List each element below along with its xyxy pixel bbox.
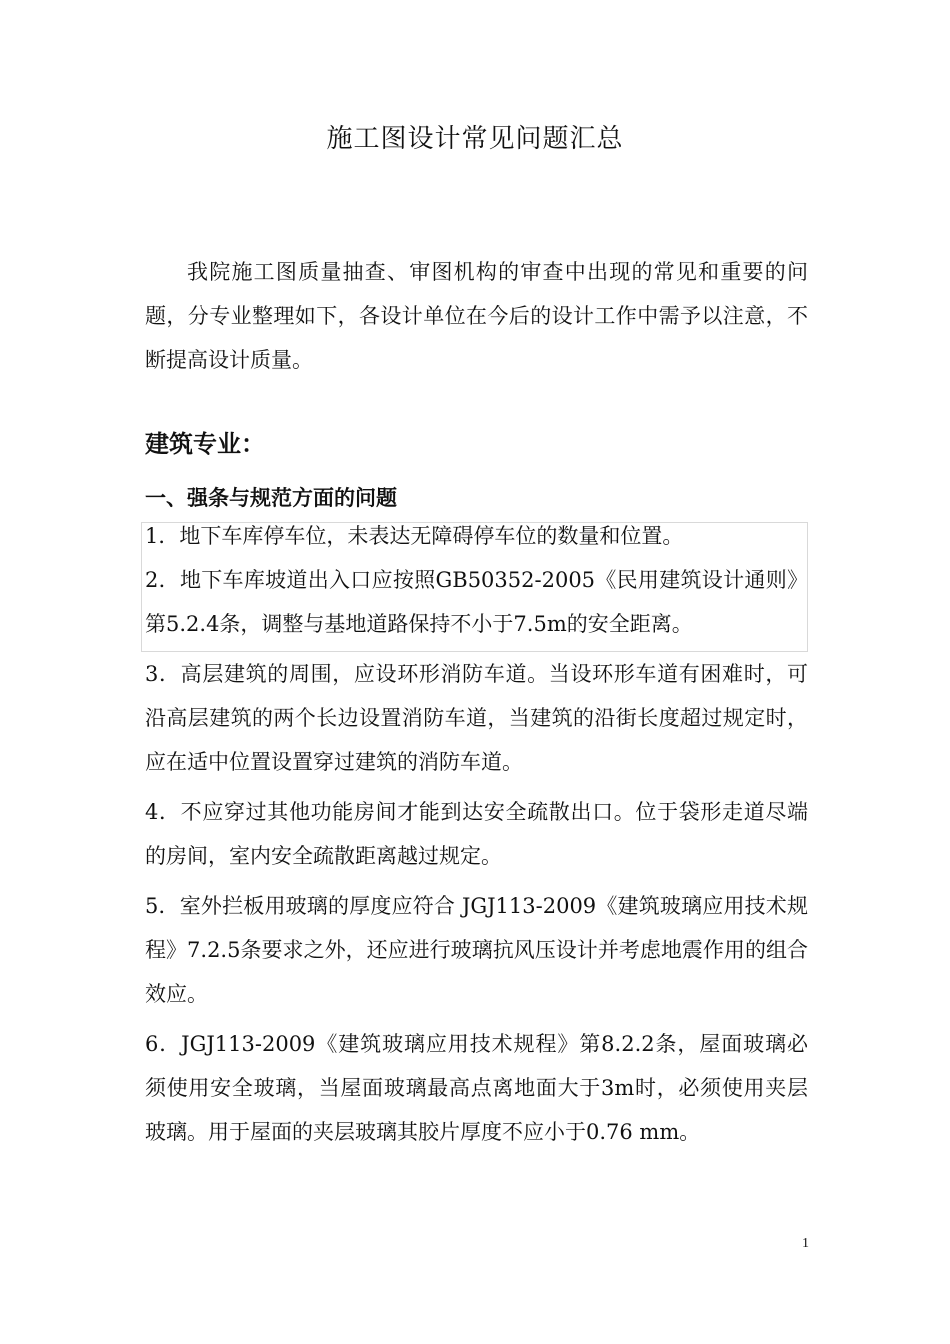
list-item: 6．JGJ113-2009《建筑玻璃应用技术规程》第8.2.2条，屋面玻璃必须使用安全玻璃，当屋面玻璃最高点离地面大于3m时，必须使用夹层玻璃。用于屋面的夹层玻璃其胶片厚度不应小于0.76 mm。 (145, 1032, 808, 1144)
sub-heading-mandatory-clauses: 一、强条与规范方面的问题 (145, 485, 397, 510)
list-item: 4．不应穿过其他功能房间才能到达安全疏散出口。位于袋形走道尽端的房间，室内安全疏散距离越过规定。 (145, 800, 808, 868)
page-number: 1 (802, 1236, 809, 1251)
issue-list (145, 514, 808, 1154)
document-title: 施工图设计常见问题汇总 (326, 124, 624, 154)
list-item: 1．地下车库停车位，未表达无障碍停车位的数量和位置。 (145, 524, 684, 548)
list-item: 2．地下车库坡道出入口应按照GB50352-2005《民用建筑设计通则》第5.2.4条，调整与基地道路保持不小于7.5m的安全距离。 (145, 568, 808, 636)
list-item: 5．室外拦板用玻璃的厚度应符合 JGJ113-2009《建筑玻璃应用技术规程》7.2.5条要求之外，还应进行玻璃抗风压设计并考虑地震作用的组合效应。 (145, 894, 808, 1006)
section-heading-architecture: 建筑专业： (145, 429, 265, 458)
list-item: 3．高层建筑的周围，应设环形消防车道。当设环形车道有困难时，可沿高层建筑的两个长边设置消防车道，当建筑的沿街长度超过规定时，应在适中位置设置穿过建筑的消防车道。 (145, 662, 808, 774)
document-body (145, 250, 808, 1144)
intro-paragraph: 我院施工图质量抽查、审图机构的审查中出现的常见和重要的问题，分专业整理如下，各设计单位在今后的设计工作中需予以注意，不断提高设计质量。 (145, 260, 808, 372)
